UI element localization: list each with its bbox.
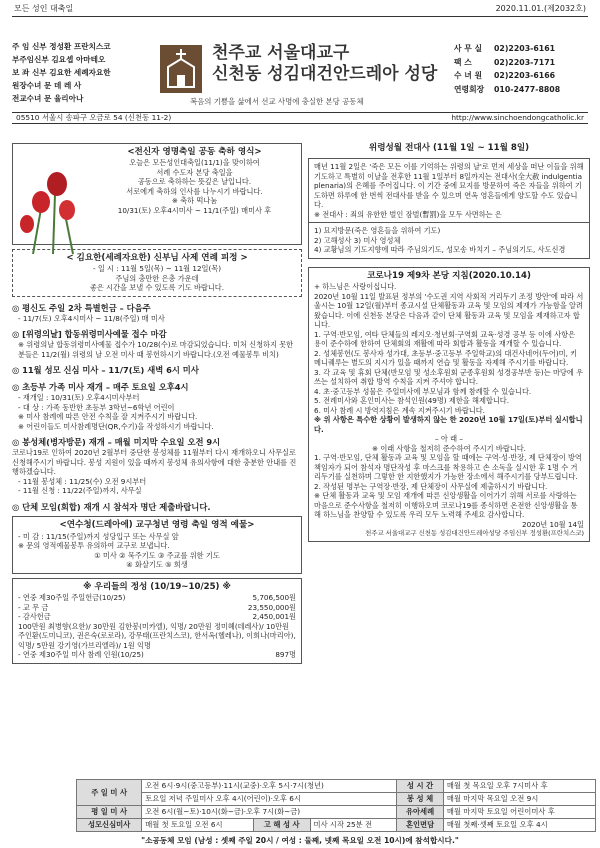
contact-value: 010-2477-8808 <box>494 84 561 94</box>
offering-amount: 23,550,000원 <box>247 602 296 612</box>
notice-section <box>12 382 302 431</box>
covid-item: 5. 전례미사와 혼인미사는 참석인원(49명) 제한을 해제합니다. <box>314 396 510 406</box>
notice-line: - 11월 봉성체 : 11/25(수) 오전 9시부터 <box>18 476 147 486</box>
prayer-offering-line: ① 미사 ② 묵주기도 ③ 주교를 위한 기도 <box>94 550 220 560</box>
covid-rule: 1. 구역·반모임, 단체 활동과 교육 및 모임을 할 때에는 구역·성·반장, 제 단체장이 방역책임자가 되어 참석자 명단작성 후 마스크를 착용하고 손 소독을 실시한 후 1명 수 거리두기를 실천하며 그렇한 한 지한했지가 가능한 장소에서 해주시기를 당부드립니다. <box>314 453 582 482</box>
notice-line: ※ 어린이들도 미사참례명단(QR,수기)을 작성하시기 바랍니다. <box>18 421 214 431</box>
offering-amount: 2,450,001원 <box>252 612 296 622</box>
notice-heading: ◎ 평신도 주일 2차 특별헌금 – 다음주 <box>12 302 151 313</box>
retreat-title: < 김요한(세례자요한) 신부님 사제 연례 피정 > <box>66 253 248 263</box>
left-column <box>12 143 302 664</box>
table-header: 성 시 간 <box>397 780 444 793</box>
flowers-icon <box>13 144 91 264</box>
contact-row <box>454 83 594 97</box>
notice-section <box>12 329 302 359</box>
prayer-offering-line: ④ 화살기도 ⑤ 희생 <box>126 560 188 570</box>
table-cell: 오전 6시·9시(중고등부)·11시(교중)·오후 5시·7시(청년) <box>142 780 397 793</box>
covid-greeting: + 하느님은 사랑이십니다. <box>314 282 397 292</box>
feast-line: 서례 수도자 본당 축일을 <box>156 167 233 177</box>
condition-line: 1) 묘지방문(죽은 영혼들을 위하여 기도) <box>314 226 441 236</box>
contact-value: 02)2203-6166 <box>494 71 556 81</box>
offering-amount: 5,706,500원 <box>252 593 296 603</box>
covid-date: 2020년 10월 14일 <box>522 519 584 529</box>
covid-item: 3. 각 교육 및 휴회 단체(반모임 및 성소후원회 군종후원회 성경공부반 등)는 마당에 우쓰는 설치하여 취합 방역 수칙을 지켜 주셔야 합니다. <box>314 367 584 387</box>
retreat-line: 좋은 시간을 보낼 수 있도록 기도 바랍니다. <box>89 283 225 293</box>
contact-row <box>454 42 594 56</box>
table-cell: 오전 6시(월~토)·10시(화~금)·오후 7시(화~금) <box>142 806 397 819</box>
feast-label: 모든 성인 대축일 <box>14 4 74 13</box>
contact-list <box>454 42 594 96</box>
church-name-line1: 천주교 서울대교구 <box>212 43 350 63</box>
covid-emphasis: ※ 위 사항은 특수한 상황이 발생하지 않는 한 2020년 10월 17일(토)부터 실시합니다. <box>314 415 583 434</box>
notice-heading: ◎ 11월 성모 신심 미사 – 11/7(토) 새벽 6시 미사 <box>12 365 199 376</box>
notice-heading: ◎ [위령의날] 합동위령미사예물 접수 마감 <box>12 329 167 340</box>
feast-line: 공동으로 축하하는 뜻깊은 날입니다. <box>137 177 252 187</box>
offering-row <box>18 593 296 603</box>
covid-title: 코로나19 제9차 본당 지침(2020.10.14) <box>367 270 531 281</box>
covid-sub-note: ※ 이래 사항을 철저히 준수하여 주시기 바랍니다. <box>372 443 526 453</box>
table-header: 고 해 성 사 <box>253 819 310 832</box>
table-header: 혼인면담 <box>397 819 444 832</box>
church-motto: 복음의 기쁨을 삶에서 선교 사명에 충실한 본당 공동체 <box>190 97 364 106</box>
offering-title: ※ 우리들의 정성 (10/19~10/25) ※ <box>83 581 231 592</box>
staff-entry: 부주임신부 김요셉 아마테오 <box>12 55 106 64</box>
table-row <box>77 806 596 819</box>
feast-title: <전신자 영명축일 공동 축하 영식> <box>127 147 262 157</box>
attendance-label: - 연중 제30주일 미사 참례 인원(10/25) <box>18 650 144 660</box>
feast-line: 오늘은 모든성인대축일(11/1)을 맞이하여 <box>129 158 260 168</box>
church-name <box>212 43 442 85</box>
covid-subheading: – 아 래 – <box>435 434 463 444</box>
address-bar <box>12 112 588 124</box>
covid-item: 6. 미사 참례 시 방역지침은 계속 지켜주시기 바랍니다. <box>314 405 485 415</box>
staff-entry: 주 임 신부 정성환 프란치스코 <box>12 42 111 51</box>
table-cell: 토요일 저녁 주일미사 오후 4시(어린이)·오후 6시 <box>142 793 397 806</box>
condition-line: 4) 교황님의 기도지향에 따라 주님의기도, 성모송 바치기 – 주님의기도, 사도신경 <box>314 245 566 255</box>
table-header: 평 일 미 사 <box>77 806 142 819</box>
table-header: 봉 성 체 <box>397 793 444 806</box>
address: 05510 서울시 송파구 오금로 54 (신천동 11-2) <box>16 113 172 122</box>
notice-line: - 재개일 : 10/31(토) 오후4시미사부터 <box>18 393 140 403</box>
prayer-offering-title: <연수청(드레아에) 교구청년 영령 축일 영적 예물> <box>59 520 255 531</box>
covid-item: 1. 구역·반모임, 여타 단체들의 레지오·청년회·구역회 교육·성경 공부 등 이에 사항은 용이 준수하에 한하여 단체회의 재활에 따라 회합과 활동을 재개할 수 있습니다. <box>314 329 576 349</box>
table-cell: 매월 첫 토요일 오전 6시 <box>142 819 254 832</box>
notice-line: - 11/7(토) 오후4시미사 ~ 11/8(주일) 매 미사 <box>18 313 165 323</box>
issue-date: 2020.11.01.(제2032호) <box>495 4 586 13</box>
attendance-row <box>18 650 296 660</box>
prayer-offering-line: - 미 감 : 11/15(주일)까지 성당입구 또는 사무실 앞 <box>18 531 179 541</box>
notice-section <box>12 437 302 495</box>
offering-label: - 교 무 금 <box>18 602 49 612</box>
website-link[interactable]: http://www.sinchoendongcatholic.kr <box>451 113 584 122</box>
contact-value: 02)2203-6161 <box>494 44 556 53</box>
table-cell: 매월 마지막 목요일 오전 9시 <box>443 793 595 806</box>
covid-rule: ※ 단체 활동과 교육 및 모임 재개에 따른 신앙생활을 이어가기 위해 서로를 사랑하는 마음으로 준수사항을 철저히 이행하오며 코로나19를 종식하면 온전한 신앙생활을 통해 하느님을 찬양할 수 있도록 우리 모두 노력해 주세요 감사합니다. <box>314 491 578 520</box>
right-column <box>308 143 590 542</box>
feast-line: 10/31(토) 오후4시미사 ~ 11/1(주일) 매미사 후 <box>117 205 272 215</box>
contact-label: 사 무 실 <box>454 44 483 53</box>
notice-section <box>12 365 302 376</box>
indulgence-body: 매년 11월 2일은 '죽은 모든 이를 기억하는 위령의 날'로 먼저 세상을 떠난 이들을 위해 기도하고 특별히 이날을 전후한 11월 1일부터 8일까지는 전대사(全大赦 indulgentia plenaria)의 은혜를 주어집니다. 이 기간 중에 묘지를 방문하여 죽은 자들을 위하여 기도하면 하루에 한 번씩 전대사를 받을 수 있으며 연옥 영혼들에게 양도할 수도 있습니다. <box>314 162 584 210</box>
header-bar <box>12 4 588 17</box>
table-header: 주 일 미 사 <box>77 780 142 806</box>
table-header: 유아세례 <box>397 806 444 819</box>
notice-section <box>12 502 302 513</box>
table-row <box>77 819 596 832</box>
contact-label: 팩 스 <box>454 57 472 67</box>
notice-line: - 11월 신청 : 11/22(주일)까지, 사무실 <box>18 486 142 496</box>
footer-notice: "소공동체 모임 (남성 : 셋째 주일 20시 / 여성 : 둘째, 넷째 목요일 오전 10시)에 참석합시다." <box>141 836 459 845</box>
contact-label: 수 녀 원 <box>454 71 483 81</box>
prayer-offering-line: ※ 문의 영적예물봉투 유의하여 교구로 보냅니다. <box>18 541 170 551</box>
attendance-value: 897명 <box>275 650 296 660</box>
offering-row <box>18 612 296 622</box>
notice-heading: ◎ 봉성체(병자방문) 재개 – 매월 미지막 수요일 오전 9시 <box>12 437 221 448</box>
contact-value: 02)2203-7171 <box>494 57 556 67</box>
covid-item: 4. 초·중고등부 성물은 주일미사에 부모님과 함께 참례할 수 있습니다. <box>314 386 532 396</box>
table-header: 성모신심미사 <box>77 819 142 832</box>
table-cell: 매월 첫째·셋째 토요일 오후 4시 <box>443 819 595 832</box>
staff-entry: 전교수녀 문 율리아나 <box>12 94 84 103</box>
notice-heading: ◎ 단체 모임(회합) 재개 시 참석자 명단 제출바랍니다. <box>12 501 211 512</box>
feast-line: 서로에게 축하의 인사를 나누시기 바랍니다. <box>126 186 263 196</box>
condition-line: 2) 고해성사 3) 미사 영성체 <box>314 235 401 245</box>
table-row <box>77 780 596 793</box>
notice-line: - 대 상 : 가족 동반한 초등부 3학년~6학년 어린이 <box>18 402 175 412</box>
feast-box <box>12 143 302 245</box>
offering-label: - 연중 제30주일 주일헌금(10/25) <box>18 593 126 603</box>
indulgence-title: 위령성월 전대사 (11월 1일 ~ 11월 8일) <box>368 143 530 153</box>
feast-line: ※ 축하 떡나눔 <box>171 196 218 206</box>
contact-row <box>454 69 594 83</box>
covid-intro: 2020년 10월 11일 발표된 정부의 '수도권 지역 사회적 거리두기 조정 방안'에 따라 서울시는 10월 12일(월)부터 종교시설 단체활동과 교육 및 모임의 제재가 가능함을 알려왔습니다. 이에 신천동 본당은 다음과 같이 단체 활동과 교육 및 모임을 제재하고자 합니다. <box>314 291 584 330</box>
table-cell: 매월 마지막 토요일 어린이미사 후 <box>443 806 595 819</box>
offering-label: - 감사헌금 <box>18 612 51 622</box>
notice-section <box>12 303 302 323</box>
retreat-line: 주님의 충만한 은총 가운데 <box>115 273 199 283</box>
notice-line: ※ 위령의날 합동위령미사예물 접수가 10/28(수)로 마감되었습니다. 미처 신청하지 못한 분들은 11/2(월) 위령의 날 오전 미사 때 봉헌하시기 바랍니다.(오전 예물봉투 비치) <box>18 340 294 359</box>
offering-names: 100만원 최병향(요한)/ 30만원 김한봉(미카엘), 익명/ 20만원 정미혜(데레사)/ 10만원 주인환(도미니코), 권은숙(로로라), 강무태(프란치스코), 한서옥(헬레나), 이희나(마리아), 익명/ 5만원 강기영(가브리엘라)/ 1원 익명 <box>18 621 296 650</box>
table-cell: 미사 시작 25분 전 <box>310 819 397 832</box>
notice-heading: ◎ 초등부 가족 미사 재개 – 매주 토요일 오후4시 <box>12 382 189 393</box>
church-logo <box>160 45 202 93</box>
retreat-line: - 일 시 : 11월 5일(목) ~ 11월 12일(목) <box>92 264 222 274</box>
prayer-offering-box <box>12 516 302 573</box>
covid-rule: 2. 작성된 명부는 구역장·반장, 제 단체장이 사무실에 제출하시기 바랍니다. <box>314 481 548 491</box>
indulgence-box <box>308 158 590 223</box>
covid-item: 2. 성체봉헌(도 봉사자 성가대, 초등부·중고등부 주일학교)의 대건사네어(두어)미, 키메니퀘루는 별도의 지시가 있을 때까지 연습 및 활동을 자제해 주시기를 바랍니다. <box>314 348 578 368</box>
contact-row <box>454 56 594 70</box>
staff-entry: 보 좌 신부 김요한 세례자요한 <box>12 68 111 77</box>
indulgence-note: ※ 전대사 : 죄의 유한한 벌인 잠벌(暫罰)을 모두 사면하는 은 <box>314 209 502 219</box>
notice-line: 코로나19로 인하여 2020년 2월부터 중단한 봉성체를 11월부터 다시 재개하오니 사무실로 신청해주시기 바랍니다. 봉성 지원이 있을 때까지 봉성체 유의사항에 대한 충분한 안내를 진행하겠습니다. <box>12 448 297 477</box>
contact-label: 연령회장 <box>454 84 485 94</box>
table-row <box>77 793 596 806</box>
table-cell: 매월 첫 목요일 오후 7시미사 후 <box>443 780 595 793</box>
staff-entry: 원장수녀 문 데 레 사 <box>12 81 82 90</box>
offering-box <box>12 578 302 664</box>
indulgence-conditions <box>308 223 590 259</box>
church-logo-icon <box>160 45 202 93</box>
mass-schedule-table <box>76 779 596 832</box>
offering-row <box>18 603 296 613</box>
church-name-line2: 신천동 성김대건안드레아 성당 <box>212 64 438 84</box>
covid-box <box>308 267 590 542</box>
notice-line: ※ 미사 참례에 따른 안전 수칙을 잘 지켜주시기 바랍니다. <box>18 412 198 422</box>
staff-list <box>12 40 150 105</box>
covid-signature: 천주교 서울대교구 신천동 성김대건안드레아성당 주임신부 정성환(프란치스코) <box>365 529 584 538</box>
